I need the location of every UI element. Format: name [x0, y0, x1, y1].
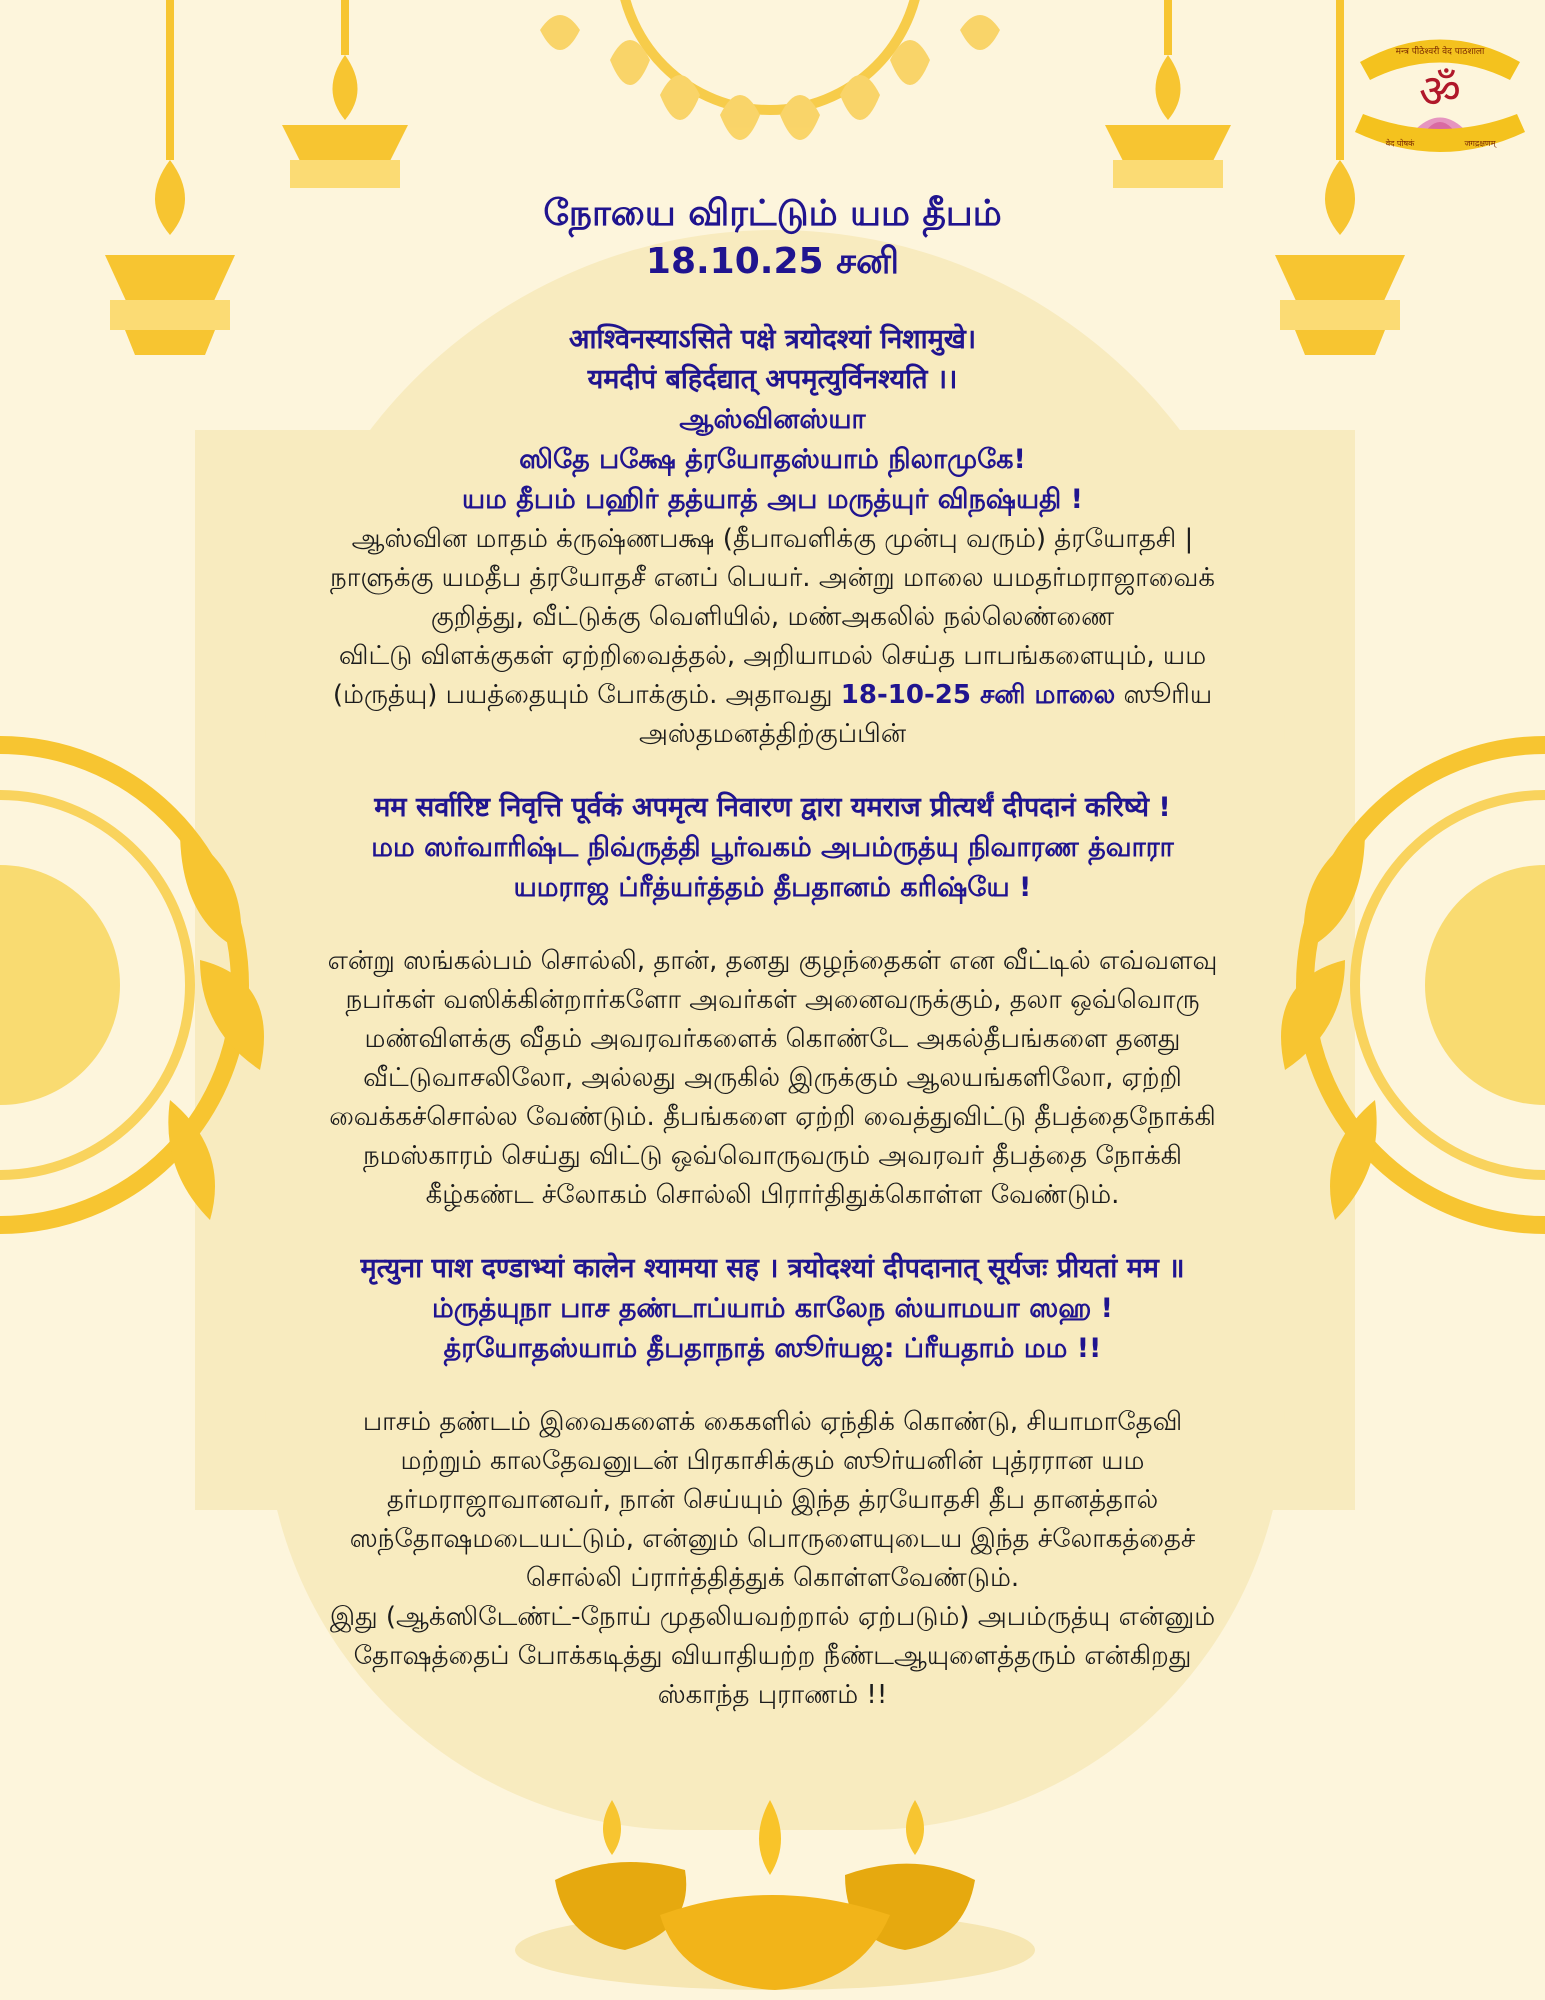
paragraph-line: கீழ்கண்ட ச்லோகம் சொல்லி பிரார்திதுக்கொள்ள வேண்டும். — [425, 1180, 1120, 1210]
top-mandala-ornament — [540, 0, 1000, 140]
paragraph-line: தர்மராஜாவானவர், நான் செய்யும் இந்த த்ரயோதசி தீப தானத்தால் — [386, 1485, 1159, 1515]
paragraph-3 — [205, 1403, 1340, 1715]
sloka-1-tamil-line: ஸிதே பக்ஷே த்ரயோதஸ்யாம் நிலாமுகே! — [519, 444, 1026, 475]
text-segment: ஸூரிய — [1115, 680, 1213, 710]
paragraph-line: மண்விளக்கு வீதம் அவரவர்களைக் கொண்டே அகல்தீபங்களை தனது — [364, 1024, 1181, 1054]
sankalpa — [205, 788, 1340, 908]
paragraph-line: ஆஸ்வின மாதம் க்ருஷ்ணபக்ஷ (தீபாவளிக்கு முன்பு வரும்) த்ரயோதசி | — [351, 524, 1194, 554]
svg-text:मन्त्र पीठेश्वरी वेद पाठशाला: मन्त्र पीठेश्वरी वेद पाठशाला — [1395, 47, 1485, 57]
paragraph-line: குறித்து, வீட்டுக்கு வெளியில், மண்அகலில் நல்லெண்ணை — [430, 602, 1115, 632]
svg-text:जगद्रक्षणम्: जगद्रक्षणम् — [1464, 139, 1496, 148]
paragraph-line: இது (ஆக்ஸிடேண்ட்-நோய் முதலியவற்றால் ஏற்படும்) அபம்ருத்யு என்னும் — [329, 1602, 1216, 1632]
paragraph-line: ஸ்காந்த புராணம் !! — [657, 1680, 888, 1710]
svg-text:ॐ: ॐ — [1419, 64, 1461, 118]
article — [205, 190, 1340, 1715]
sankalpa-tamil-line: மம ஸர்வாரிஷ்ட நிவ்ருத்தி பூர்வகம் அபம்ருத்யு நிவாரண த்வாரா — [371, 832, 1174, 863]
svg-text:वेद पोषकं: वेद पोषकं — [1385, 139, 1415, 148]
paragraph-line: ஸந்தோஷமடையட்டும், என்னும் பொருளையுடைய இந்த ச்லோகத்தைச் — [349, 1524, 1196, 1554]
paragraph-line: நமஸ்காரம் செய்து விட்டு ஒவ்வொருவரும் அவரவர் தீபத்தை நோக்கி — [362, 1141, 1183, 1171]
paragraph-line — [205, 676, 1340, 715]
paragraph-line: மற்றும் காலதேவனுடன் பிரகாசிக்கும் ஸூர்யனின் புத்ரரான யம — [400, 1446, 1145, 1476]
page-title: நோயை விரட்டும் யம தீபம் — [543, 193, 1002, 234]
paragraph-line: வைக்கச்சொல்ல வேண்டும். தீபங்களை ஏற்றி வைத்துவிட்டு தீபத்தைநோக்கி — [329, 1102, 1216, 1132]
sloka-1 — [205, 320, 1340, 520]
sankalpa-tamil-line: யமராஜ ப்ரீத்யர்த்தம் தீபதானம் கரிஷ்யே ! — [513, 872, 1032, 903]
sloka-1-sanskrit-line: यमदीपं बहिर्दद्यात् अपमृत्युर्विनश्यति ।। — [587, 364, 958, 395]
paragraph-line: சொல்லி ப்ரார்த்தித்துக் கொள்ளவேண்டும். — [525, 1563, 1020, 1593]
date-highlight: 18-10-25 சனி மாலை — [840, 680, 1116, 710]
sankalpa-sanskrit-line: मम सर्वारिष्ट निवृत्ति पूर्वकं अपमृत्य निवारण द्वारा यमराज प्रीत्यर्थं दीपदानं करिष्ये ! — [374, 792, 1171, 823]
paragraph-line: தோஷத்தைப் போக்கடித்து வியாதியற்ற நீண்டஆயுளைத்தரும் என்கிறது — [353, 1641, 1192, 1671]
sloka-1-tamil-line: ஆஸ்வினஸ்யா — [679, 404, 866, 435]
paragraph-line: நாளுக்கு யமதீப த்ரயோதசீ எனப் பெயர். அன்று மாலை யமதர்மராஜாவைக் — [330, 563, 1215, 593]
hanging-lamp-right-inner — [1105, 0, 1231, 188]
sloka-1-sanskrit-line: आश्विनस्याऽसिते पक्षे त्रयोदश्यां निशामुखे। — [568, 324, 977, 355]
diya-lamps-bottom — [515, 1800, 1035, 1990]
text-segment: (ம்ருத்யு) பயத்தையும் போக்கும். அதாவது — [332, 680, 841, 710]
paragraph-line: அஸ்தமனத்திற்குப்பின் — [638, 719, 907, 749]
paragraph-line: என்று ஸங்கல்பம் சொல்லி, தான், தனது குழந்தைகள் என வீட்டில் எவ்வளவு — [327, 946, 1218, 976]
sloka-2-sanskrit-line: मृत्युना पाश दण्डाभ्यां कालेन श्यामया सह । त्रयोदश्यां दीपदानात् सूर्यजः प्रीयतां मम ॥ — [360, 1253, 1185, 1284]
page-date: 18.10.25 சனி — [645, 241, 900, 282]
paragraph-line: நபர்கள் வஸிக்கின்றார்களோ அவர்கள் அனைவருக்கும், தலா ஒவ்வொரு — [345, 985, 1200, 1015]
sloka-2-tamil-line: ம்ருத்யுநா பாச தண்டாப்யாம் காலேந ஸ்யாமயா ஸஹ ! — [431, 1293, 1113, 1324]
sloka-1-tamil-line: யம தீபம் பஹிர் தத்யாத் அப மருத்யுர் விநஷ்யதி ! — [461, 484, 1083, 515]
sloka-2 — [205, 1249, 1340, 1369]
paragraph-line: வீட்டுவாசலிலோ, அல்லது அருகில் இருக்கும் ஆலயங்களிலோ, ஏற்றி — [363, 1063, 1182, 1093]
paragraph-1 — [205, 520, 1340, 754]
paragraph-line: விட்டு விளக்குகள் ஏற்றிவைத்தல், அறியாமல் செய்த பாபங்களையும், யம — [338, 641, 1207, 671]
pathashala-logo — [1350, 22, 1530, 172]
paragraph-line: பாசம் தண்டம் இவைகளைக் கைகளில் ஏந்திக் கொண்டு, சியாமாதேவி — [362, 1407, 1183, 1437]
paragraph-2 — [205, 942, 1340, 1215]
hanging-lamp-left-inner — [282, 0, 408, 188]
sloka-2-tamil-line: த்ரயோதஸ்யாம் தீபதாநாத் ஸூர்யஜ: ப்ரீயதாம் மம !! — [443, 1333, 1102, 1364]
